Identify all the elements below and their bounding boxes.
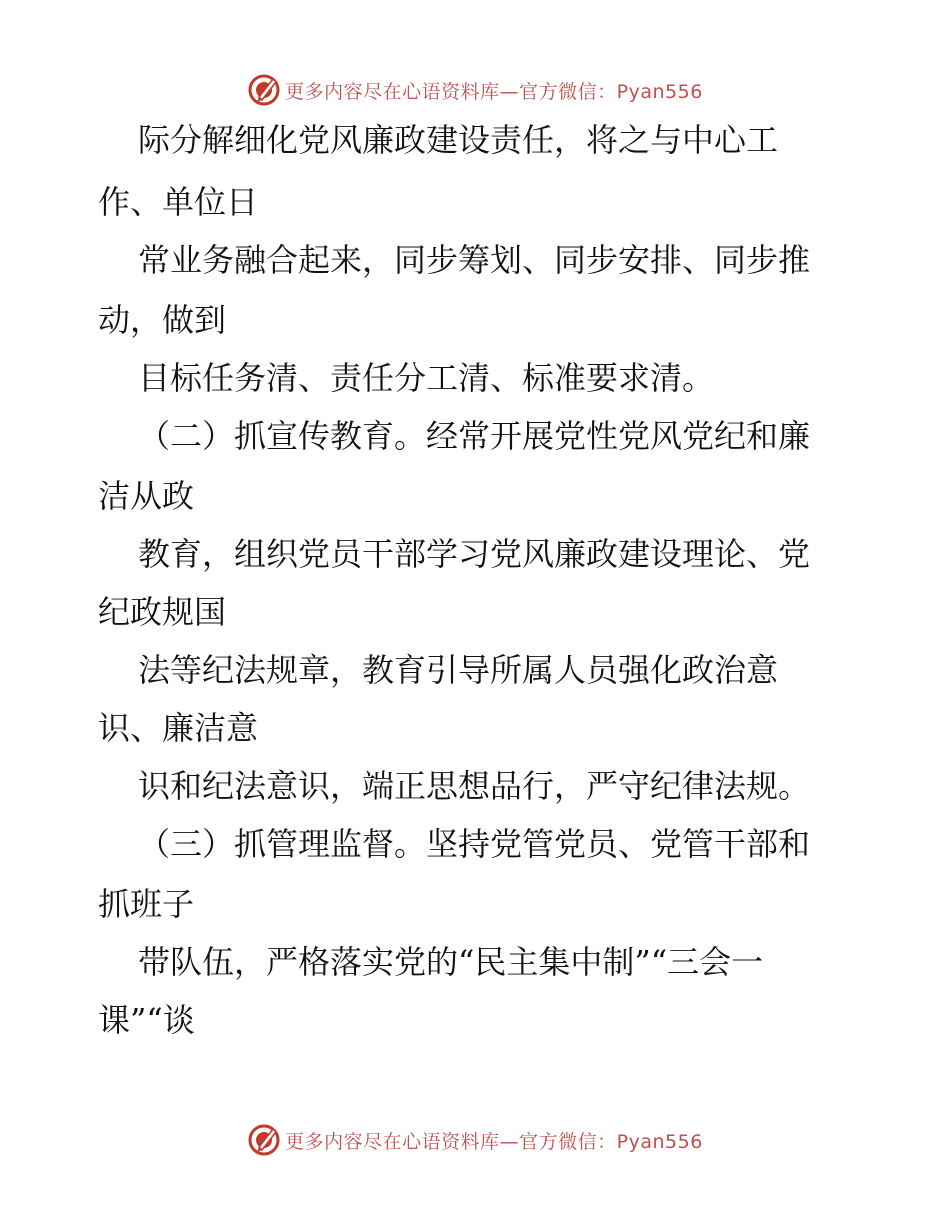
text-line: （三）抓管理监督。坚持党管党员、党管干部和 (138, 825, 811, 863)
text-line: 目标任务清、责任分工清、标准要求清。 (138, 359, 715, 397)
header-banner[interactable] (0, 70, 950, 110)
text-line: 常业务融合起来，同步筹划、同步安排、同步推 (138, 241, 811, 279)
footer-banner-text: 更多内容尽在心语资料库—官方微信：Pyan556 (285, 1130, 703, 1153)
text-line: 作、单位日 (98, 183, 259, 221)
footer-banner[interactable] (0, 1120, 950, 1160)
pen-circle-logo-icon (247, 1123, 281, 1157)
header-banner-text: 更多内容尽在心语资料库—官方微信：Pyan556 (285, 80, 703, 103)
text-line: 识、廉洁意 (98, 709, 259, 747)
text-line: 带队伍，严格落实党的“民主集中制”“三会一 (138, 943, 764, 981)
text-line: 法等纪法规章，教育引导所属人员强化政治意 (138, 651, 779, 689)
text-line: 纪政规国 (98, 593, 227, 631)
text-line: 抓班子 (98, 885, 195, 923)
text-line: 课”“谈 (98, 1001, 195, 1039)
text-line: 洁从政 (98, 477, 195, 515)
text-line: 际分解细化党风廉政建设责任，将之与中心工 (138, 121, 779, 159)
text-line: （二）抓宣传教育。经常开展党性党风党纪和廉 (138, 417, 811, 455)
text-line: 动，做到 (98, 301, 227, 339)
text-line: 识和纪法意识，端正思想品行，严守纪律法规。 (138, 767, 811, 805)
pen-circle-logo-icon (247, 73, 281, 107)
text-line: 教育，组织党员干部学习党风廉政建设理论、党 (138, 535, 811, 573)
